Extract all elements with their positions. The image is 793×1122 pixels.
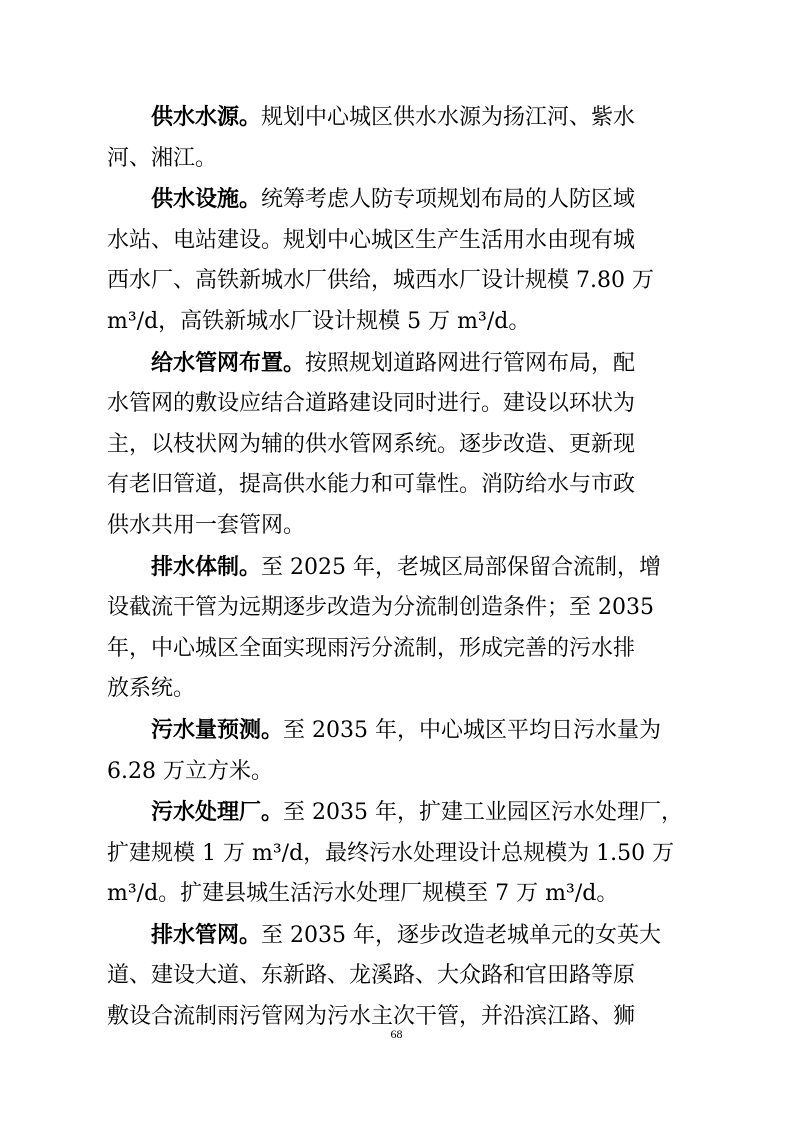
line: 6.28 万立方米。 (107, 758, 273, 784)
line: 至 2035 年，中心城区平均日污水量为 (283, 717, 661, 743)
body-text (107, 97, 693, 1038)
line: 放系统。 (107, 676, 196, 702)
line: 统筹考虑人防专项规划布局的人防区域 (261, 187, 636, 213)
line: 主，以枝状网为辅的供水管网系统。逐步改造、更新现 (107, 431, 636, 457)
line: 水管网的敷设应结合道路建设同时进行。建设以环状为 (107, 391, 636, 417)
paragraph-pipe-network-layout (107, 343, 693, 547)
line: m³/d。扩建县城生活污水处理厂规模至 7 万 m³/d。 (107, 881, 619, 907)
line: 水站、电站建设。规划中心城区生产生活用水由现有城 (107, 227, 636, 253)
line: m³/d，高铁新城水厂设计规模 5 万 m³/d。 (107, 308, 531, 334)
heading-pipe-network-layout: 给水管网布置。 (151, 349, 306, 376)
line: 按照规划道路网进行管网布局，配 (305, 350, 636, 376)
line: 西水厂、高铁新城水厂供给，城西水厂设计规模 7.80 万 (107, 268, 654, 294)
heading-water-source: 供水水源。 (151, 104, 262, 130)
line: 至 2035 年，扩建工业园区污水处理厂， (283, 800, 683, 826)
line: 扩建规模 1 万 m³/d，最终污水处理设计总规模为 1.50 万 (107, 840, 675, 866)
page-number: 68 (390, 1027, 403, 1041)
paragraph-drainage-network (107, 915, 693, 1038)
line: 规划中心城区供水水源为扬江河、紫水 (261, 105, 636, 130)
heading-drainage-network: 排水管网。 (151, 921, 262, 948)
heading-sewage-plant: 污水处理厂。 (151, 799, 284, 826)
paragraph-water-facilities (107, 179, 693, 342)
line: 年，中心城区全面实现雨污分流制，形成完善的污水排 (107, 635, 636, 661)
line: 至 2025 年，老城区局部保留合流制，增 (261, 554, 661, 580)
paragraph-sewage-forecast (107, 710, 693, 792)
paragraph-drainage-system (107, 547, 693, 710)
line: 有老旧管道，提高供水能力和可靠性。消防给水与市政 (107, 472, 636, 498)
line: 至 2035 年，逐步改造老城单元的女英大 (261, 922, 661, 948)
heading-sewage-forecast: 污水量预测。 (151, 716, 284, 743)
heading-water-facilities: 供水设施。 (151, 186, 262, 213)
line: 设截流干管为远期逐步改造为分流制创造条件；至 2035 (107, 595, 654, 621)
line: 供水共用一套管网。 (107, 512, 306, 538)
line: 道、建设大道、东新路、龙溪路、大众路和官田路等原 (107, 963, 636, 989)
line: 敷设合流制雨污管网为污水主次干管，并沿滨江路、狮 (107, 1004, 636, 1030)
heading-drainage-system: 排水体制。 (151, 553, 262, 580)
paragraph-sewage-plant (107, 792, 693, 915)
line: 河、湘江。 (107, 145, 218, 171)
paragraph-water-source (107, 97, 693, 179)
